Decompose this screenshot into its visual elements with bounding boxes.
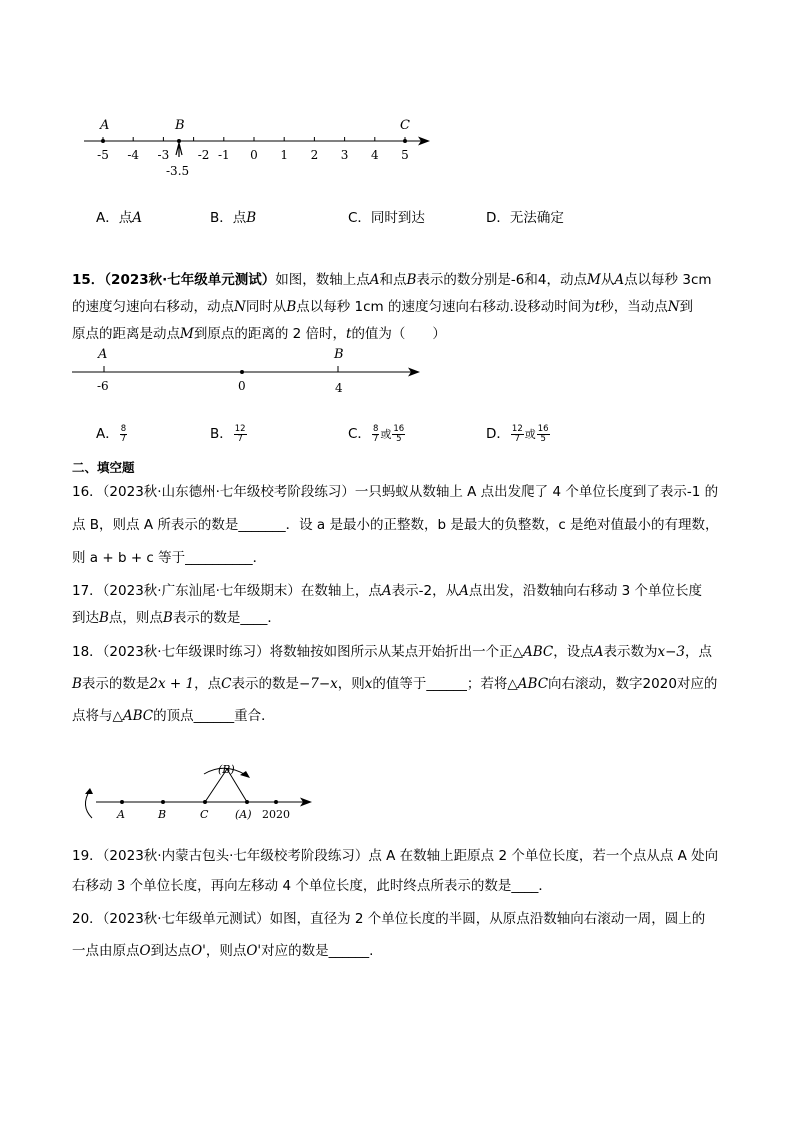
q18-var-a: A (593, 644, 604, 660)
q17-t4: 到达 (72, 610, 99, 626)
q15-label-a: A (98, 347, 108, 362)
q18-label-a: A (117, 808, 125, 821)
q14-tick-label: 4 (370, 148, 379, 162)
q20-var-o-prime-1: O' (191, 943, 206, 959)
q18-line-1 (72, 642, 732, 662)
q17-t1: 17．（2023秋·广东汕尾·七年级期末）在数轴上，点 (72, 583, 382, 599)
q14-choice-b[interactable] (210, 208, 256, 228)
q15-tick-label-4: 4 (335, 381, 343, 395)
q18-t12: 点将与 (72, 708, 113, 724)
q15-choice-d[interactable] (486, 424, 551, 445)
q15-choice-d-frac2 (537, 425, 550, 444)
q15-b-den: 7 (237, 433, 243, 444)
q16-line-3: 则 a + b + c 等于__________． (72, 550, 267, 566)
q14-point-a-dot (101, 139, 105, 143)
q17-var-a1: A (381, 583, 392, 599)
q18-t4: ，点 (684, 644, 712, 660)
q18-dot-b (161, 800, 165, 804)
q20-t1: 一点由原点 (72, 943, 140, 959)
q15-choice-b[interactable] (210, 424, 248, 444)
q18-line-3 (72, 706, 732, 726)
q18-t6: ，点 (194, 676, 222, 692)
q15-choice-d-prefix: D． (486, 426, 510, 442)
q15-tick-label-0: 0 (238, 379, 246, 393)
q20-line-1: 20．（2023秋·七年级单元测试）如图，直径为 2 个单位长度的半圆，从原点沿数轴向右滚动一周，圆上的 (72, 911, 706, 927)
q15-t0: 如图，数轴上点 (275, 272, 370, 288)
q15-d-or: 或 (524, 428, 536, 441)
q18-dot-a (120, 800, 124, 804)
q18-expr-2: 2x + 1 (149, 676, 195, 692)
q17-var-b1: B (99, 610, 109, 626)
q14-marker-label: -3.5 (166, 164, 190, 178)
q20-t3: ，则点 (205, 943, 247, 959)
q14-choice-a-text: A．点 (96, 210, 133, 226)
q20-var-o-prime-2: O' (246, 943, 262, 959)
q14-tick-label: 0 (250, 148, 258, 162)
q15-t13: 点以每秒 1cm 的速度匀速向右移动.设移动时间为 (296, 299, 595, 315)
q15-t17: 到 (679, 299, 694, 315)
q18-t2: ，设点 (553, 644, 594, 660)
q14-tick-label: -5 (97, 148, 109, 162)
q15-t18: 原点的距离是动点 (72, 326, 180, 342)
q15-origin-dot (240, 370, 244, 374)
q16-line-2: 点 B，则点 A 所表示的数是_______．设 a 是最小的正整数，b 是最大的负整数，c 是绝对值最小的有理数， (72, 517, 719, 533)
q15-choice-a[interactable] (96, 424, 128, 444)
q14-tick-label: 3 (340, 148, 349, 162)
q15-c-or: 或 (380, 428, 392, 441)
q18-var-c: C (221, 676, 232, 692)
q18-expr-3: −7−x (298, 676, 338, 692)
q14-tick-label: 2 (310, 148, 319, 162)
q15-d-num2: 16 (537, 423, 549, 434)
q18-label-b-paren: (B) (218, 763, 235, 776)
q18-dot-a2 (245, 800, 249, 804)
q14-choice-d[interactable]: D．无法确定 (486, 210, 564, 226)
q20-t2: 到达点 (150, 943, 192, 959)
q17-line-2 (72, 608, 732, 628)
q15-a-den: 7 (120, 433, 127, 444)
q15-c-num1: 8 (372, 423, 379, 434)
q15-t22: 的值为（ ） (351, 326, 446, 342)
q16-line-1: 16．（2023秋·山东德州·七年级校考阶段练习）一只蚂蚁从数轴上 A 点出发爬了 4 个单位长度到了表示-1 的 (72, 484, 719, 500)
q17-var-a2: A (459, 583, 469, 599)
q18-t3: 表示数为 (603, 644, 658, 660)
q15-c-num2: 16 (393, 423, 405, 434)
q18-label-c: C (200, 808, 209, 821)
q15-t16: N (667, 299, 680, 315)
q15-choice-c[interactable] (348, 424, 406, 445)
q18-t9: 的值等于______；若将 (372, 676, 508, 692)
q14-number-line (80, 115, 440, 185)
q14-tick-label: -1 (217, 148, 230, 162)
q20-line-2 (72, 941, 732, 961)
q18-curl-arrowhead-left (85, 788, 93, 794)
q15-t15: 秒，当动点 (600, 299, 668, 315)
q15-t11: 同时从 (245, 299, 287, 315)
q15-d-den2: 5 (540, 433, 546, 444)
q18-t10: 向右滚动，数字 (548, 676, 643, 692)
q18-triangle-3: △ABC (112, 708, 154, 724)
q15-choice-b-prefix: B． (210, 426, 233, 442)
q15-c-den1: 7 (372, 433, 379, 444)
q18-label-a-paren: (A) (235, 808, 252, 821)
q17-line-1 (72, 581, 732, 601)
q14-choice-a[interactable] (96, 208, 142, 228)
q14-choice-a-var: A (132, 210, 142, 226)
q14-marker-arrow (176, 143, 182, 157)
q19-line-2: 右移动 3 个单位长度，再向左移动 4 个单位长度，此时终点所表示的数是____． (72, 878, 552, 894)
q15-a-num: 8 (120, 423, 127, 434)
q18-t8: ，则 (337, 676, 365, 692)
q20-t4: 对应的数是______. (261, 943, 374, 959)
q18-t11: 对应的 (676, 676, 718, 692)
q18-triangle-1: △ABC (512, 644, 554, 660)
q14-choice-b-var: B (246, 210, 257, 226)
q15-choice-b-frac (234, 425, 247, 444)
q18-dot-c (203, 800, 207, 804)
q15-t2: 和点 (379, 272, 407, 288)
q18-t7: 表示的数是 (231, 676, 299, 692)
q15-number-line (70, 342, 430, 397)
q15-label-b: B (334, 347, 344, 362)
q18-triangle-2: △ABC (507, 676, 549, 692)
q20-var-o: O (139, 943, 151, 959)
q15-choice-a-prefix: A． (96, 426, 119, 442)
q19-line-1: 19．（2023秋·内蒙古包头·七年级校考阶段练习）点 A 在数轴上距原点 2 个单位长度，若一个点从点 A 处向 (72, 848, 719, 864)
q15-tick-label-neg6: -6 (97, 379, 109, 393)
q15-t7: A (614, 272, 625, 288)
q18-dot-2020 (274, 800, 278, 804)
q15-b-num: 12 (234, 423, 246, 434)
q15-d-num1: 12 (511, 423, 523, 434)
q15-choice-a-frac (120, 425, 127, 444)
q15-number: 15． (72, 272, 105, 288)
q17-t2: 表示-2，从 (391, 583, 460, 599)
q18-year: 2020 (642, 676, 677, 692)
q15-t12: B (286, 299, 297, 315)
q15-t4: 表示的数分别是-6和4，动点 (416, 272, 587, 288)
q15-t8: 点以每秒 3cm (624, 272, 712, 288)
q18-t13: 的顶点______重合． (153, 708, 275, 724)
q15-line-3 (72, 324, 732, 344)
q15-choice-c-frac1 (372, 425, 379, 444)
q18-expr-1: x−3 (657, 644, 685, 660)
q15-t3: B (406, 272, 417, 288)
q15-t1: A (369, 272, 380, 288)
q15-t20: 到原点的距离的 2 倍时， (193, 326, 346, 342)
q15-line-2 (72, 297, 732, 317)
q14-choice-b-text: B．点 (210, 210, 247, 226)
q14-label-c: C (400, 118, 410, 133)
q15-d-den1: 7 (514, 433, 521, 444)
q18-label-b: B (158, 808, 167, 821)
q17-var-b2: B (162, 610, 173, 626)
q18-t1: 18．（2023秋·七年级课时练习）将数轴按如图所示从某点开始折出一个正 (72, 644, 513, 660)
q14-tick-label: -4 (127, 148, 140, 162)
q18-var-x: x (364, 676, 373, 692)
q15-t5: M (586, 272, 601, 288)
q18-curl-arrow-left (85, 790, 92, 818)
q18-label-2020: 2020 (262, 808, 290, 821)
q17-t5: 点，则点 (108, 610, 163, 626)
q14-point-b-dot (177, 139, 181, 143)
q18-var-b: B (72, 676, 82, 692)
q15-choice-c-frac2 (392, 425, 405, 444)
q15-choice-c-prefix: C． (348, 426, 371, 442)
q15-t6: 从 (600, 272, 615, 288)
q18-figure (76, 762, 326, 824)
q14-label-a: A (100, 118, 110, 133)
q15-choice-d-frac1 (511, 425, 524, 444)
q14-tick-label: -2 (197, 148, 210, 162)
q18-t5: 表示的数是 (81, 676, 150, 692)
q15-c-den2: 5 (396, 433, 402, 444)
q15-t21: t (346, 326, 352, 342)
q15-t19: M (180, 326, 194, 342)
q15-line-1 (72, 270, 732, 290)
q14-tick-label: 1 (280, 148, 289, 162)
q15-source: （2023秋·七年级单元测试） (104, 272, 276, 288)
q14-tick-label: -3 (157, 148, 170, 162)
q17-t3: 点出发，沿数轴向右移动 3 个单位长度 (468, 583, 703, 599)
q17-t6: 表示的数是____． (172, 610, 281, 626)
q15-t10: N (234, 299, 246, 315)
q15-t9: 的速度匀速向右移动，动点 (72, 299, 234, 315)
q14-tick-label: 5 (401, 148, 409, 162)
q14-label-b: B (175, 118, 185, 133)
q15-t14: t (594, 299, 601, 315)
q14-point-c-dot (403, 139, 407, 143)
q14-choice-c[interactable]: C．同时到达 (348, 210, 425, 226)
q18-line-2 (72, 674, 732, 694)
section-heading-fill-in: 二、填空题 (72, 460, 135, 475)
